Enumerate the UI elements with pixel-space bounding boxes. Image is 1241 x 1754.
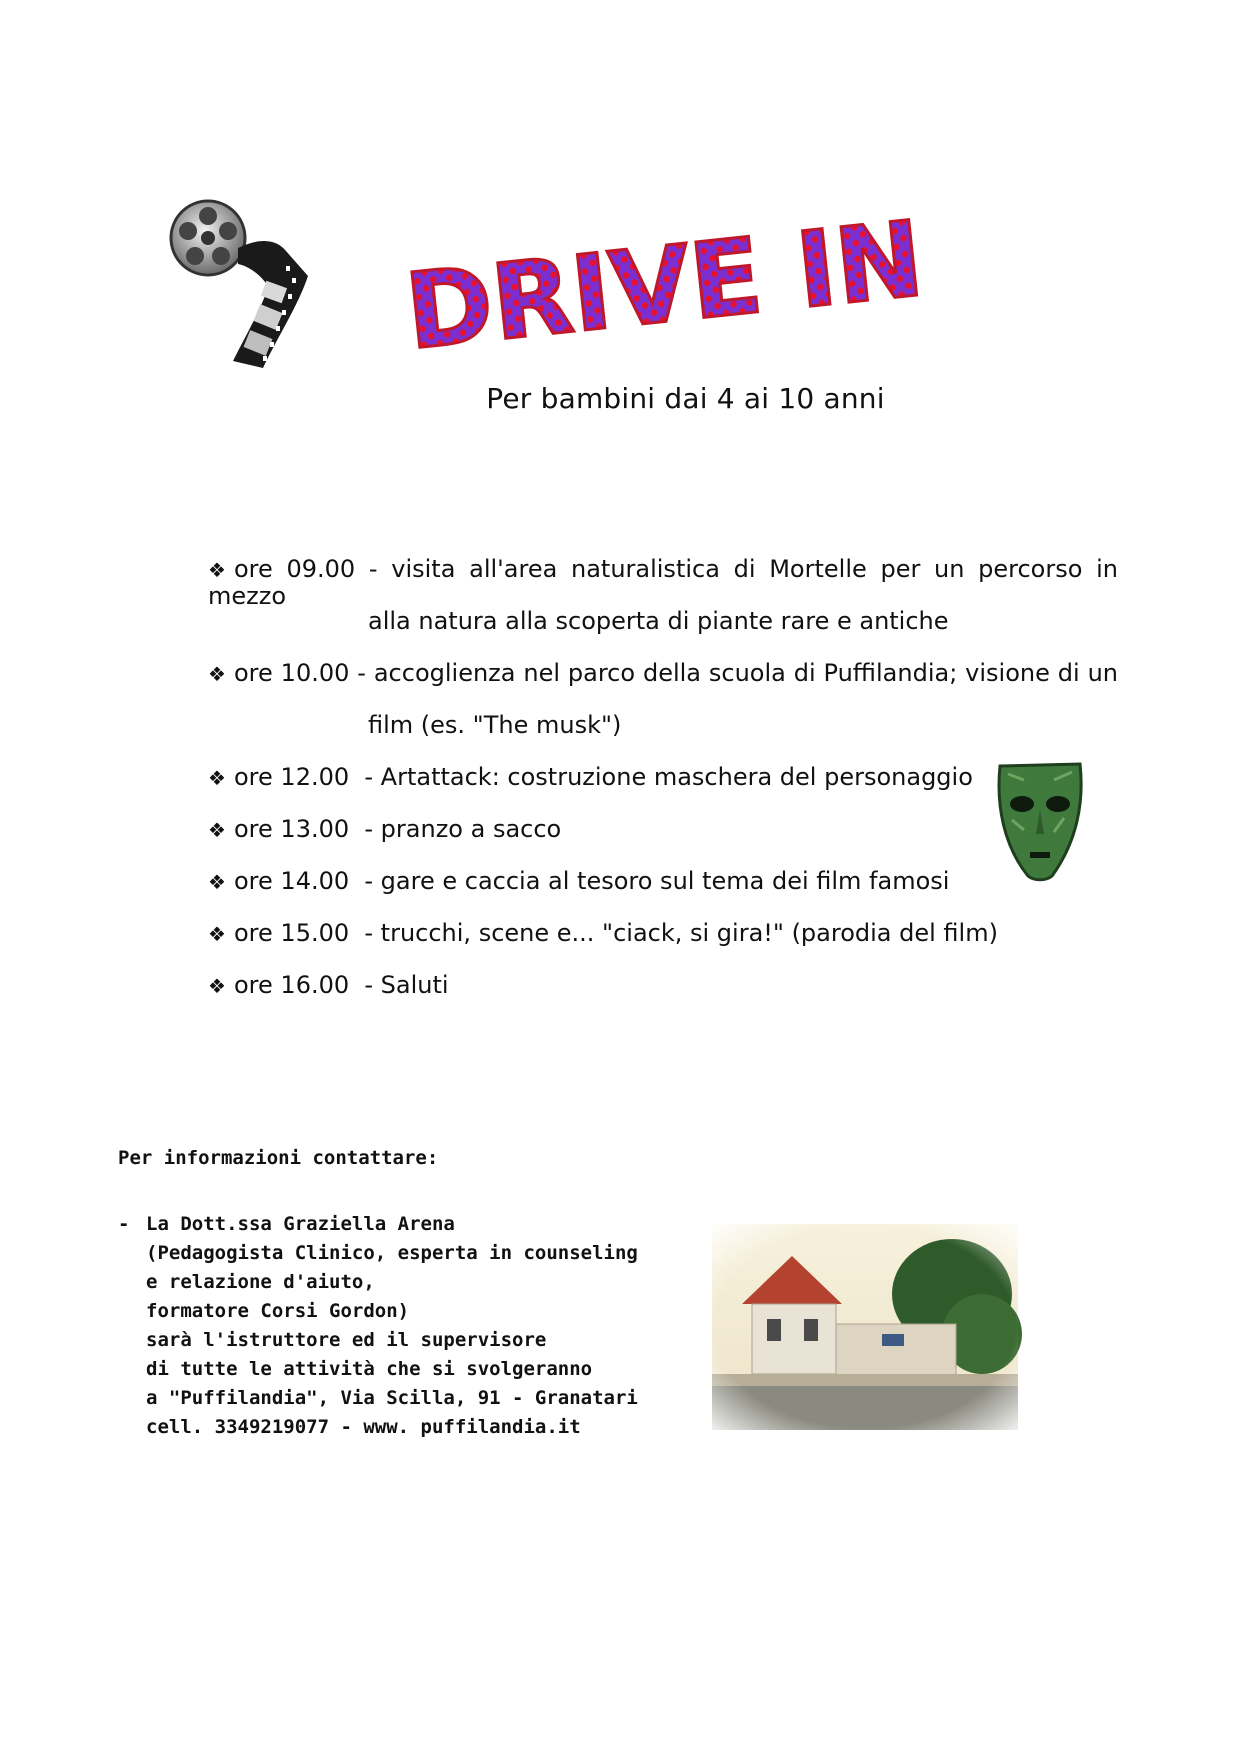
bullet-icon: ❖ (208, 766, 226, 790)
title-text: DRIVE IN (400, 197, 929, 374)
contact-heading: Per informazioni contattare: (118, 1147, 439, 1169)
bullet-icon: ❖ (208, 662, 226, 686)
contact-line: formatore Corsi Gordon) (146, 1300, 410, 1322)
bullet-icon: ❖ (208, 558, 226, 582)
schedule-item: ❖ ore 16.00 - Saluti (208, 971, 449, 999)
contact-line: La Dott.ssa Graziella Arena (146, 1213, 455, 1235)
puffilandia-building-photo (712, 1224, 1018, 1430)
contact-line: (Pedagogista Clinico, esperta in counseling (146, 1242, 638, 1264)
subtitle (0, 382, 1241, 415)
schedule-item: ❖ ore 15.00 - trucchi, scene e... "ciack, si gira!" (parodia del film) (208, 919, 998, 947)
contact-line: e relazione d'aiuto, (146, 1271, 375, 1293)
schedule-item: ❖ ore 10.00 - accoglienza nel parco della scuola di Puffilandia; visione di un (208, 659, 1118, 687)
contact-dash: - (118, 1213, 130, 1235)
schedule-item-continuation: alla natura alla scoperta di piante rare e antiche (368, 607, 949, 635)
drive-in-title (400, 175, 929, 374)
schedule-item: ❖ ore 14.00 - gare e caccia al tesoro sul tema dei film famosi (208, 867, 950, 895)
schedule-item: ❖ ore 12.00 - Artattack: costruzione maschera del personaggio (208, 763, 973, 791)
bullet-icon: ❖ (208, 974, 226, 998)
schedule-item: ❖ ore 13.00 - pranzo a sacco (208, 815, 562, 843)
contact-block (146, 1210, 638, 1442)
bullet-icon: ❖ (208, 922, 226, 946)
contact-line: sarà l'istruttore ed il supervisore (146, 1329, 547, 1351)
bullet-icon: ❖ (208, 818, 226, 842)
bullet-icon: ❖ (208, 870, 226, 894)
green-mask-image (994, 760, 1086, 882)
contact-line: di tutte le attività che si svolgeranno (146, 1358, 593, 1380)
schedule-item-continuation: film (es. "The musk") (368, 711, 622, 739)
schedule-item: ❖ ore 09.00 - visita all'area naturalistica di Mortelle per un percorso in mezzo (208, 555, 1118, 610)
subtitle-text: Per bambini dai 4 ai 10 anni (486, 382, 885, 415)
film-reel-image (168, 196, 338, 371)
contact-line: cell. 3349219077 - www. puffilandia.it (146, 1416, 581, 1438)
contact-line: a "Puffilandia", Via Scilla, 91 - Granatari (146, 1387, 638, 1409)
